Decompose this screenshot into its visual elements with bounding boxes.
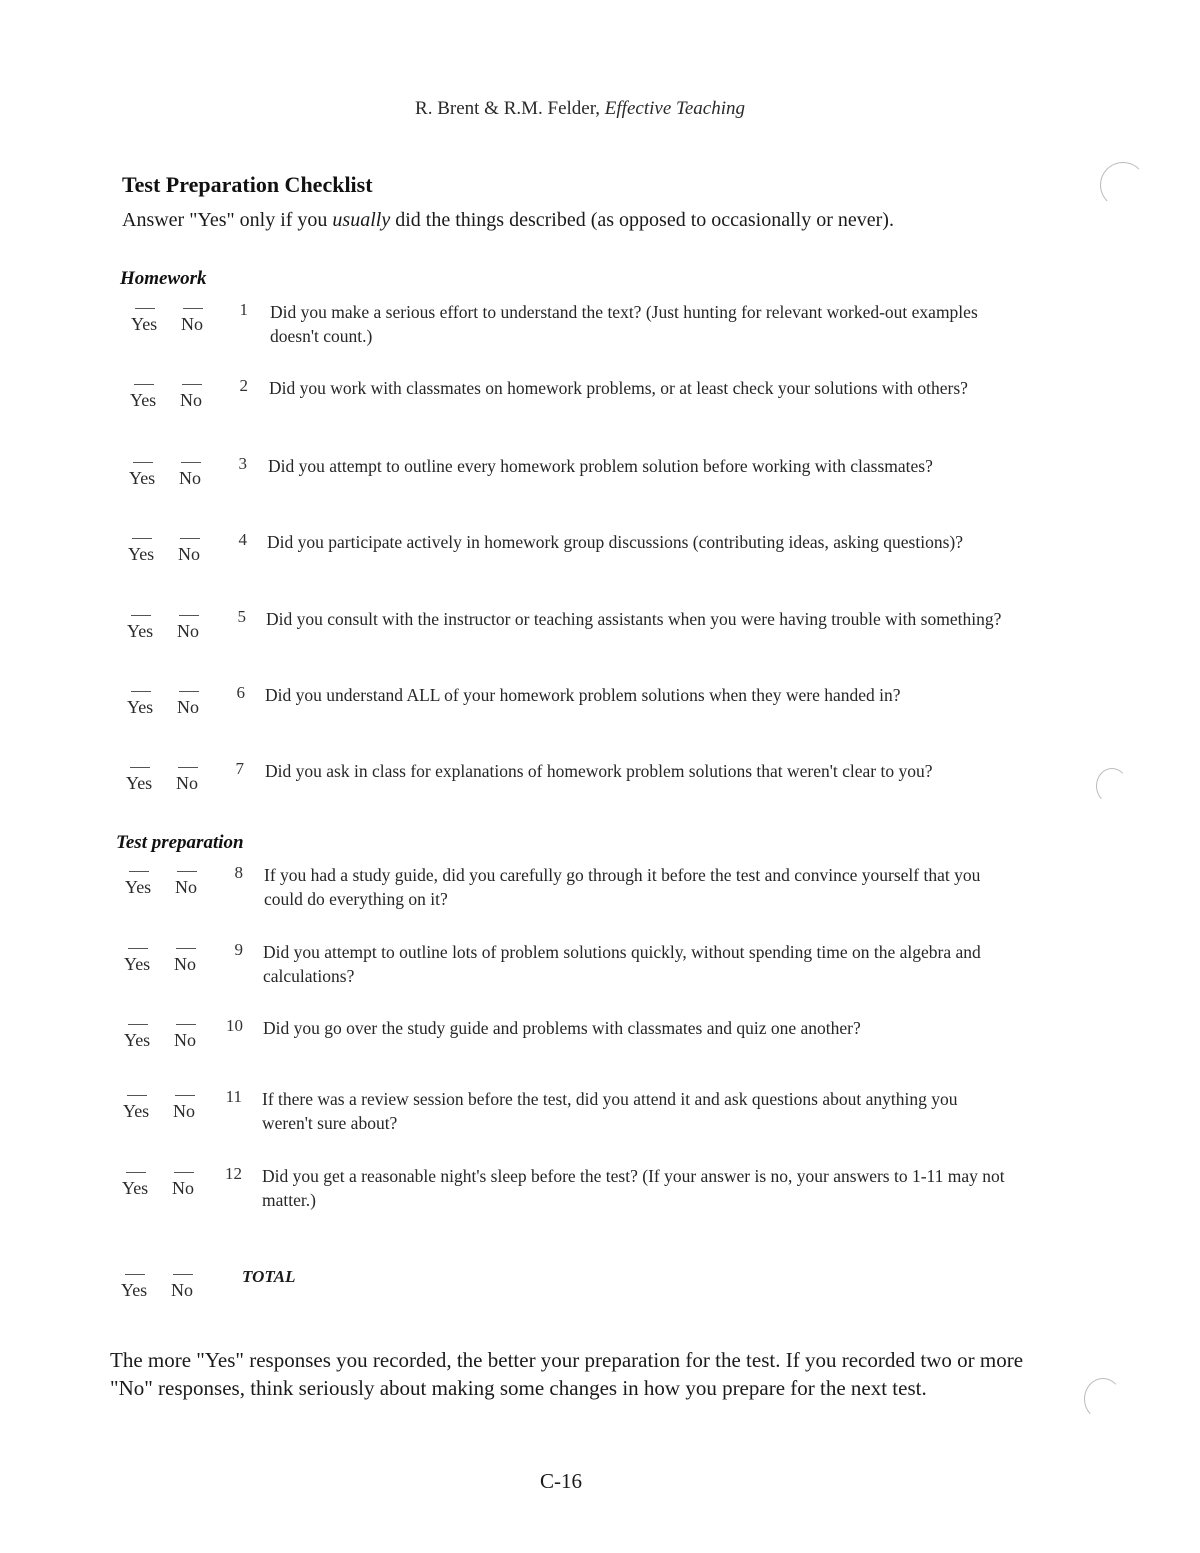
page-title: Test Preparation Checklist [122, 172, 373, 197]
checklist-item [0, 530, 1200, 600]
item-question: Did you work with classmates on homework problems, or at least check your solutions with others? [269, 378, 968, 398]
no-answer-blank[interactable] [177, 871, 197, 872]
item-question: If there was a review session before the test, did you attend it and ask questions about anything you weren't sure about? [262, 1089, 958, 1133]
yes-no-answer [124, 1016, 214, 1056]
yes-answer-blank[interactable] [125, 1274, 145, 1275]
yes-label: Yes [122, 1178, 149, 1198]
checklist-item [0, 1016, 1200, 1086]
yes-answer-blank[interactable] [129, 871, 149, 872]
checklist-item [0, 940, 1200, 1010]
yes-answer-blank[interactable] [132, 538, 152, 539]
item-number: 11 [225, 1087, 242, 1106]
yes-label: Yes [130, 390, 157, 410]
yes-no-answer [129, 454, 219, 494]
header-book-title: Effective Teaching [604, 98, 745, 119]
yes-answer-blank[interactable] [127, 1095, 147, 1096]
item-question: Did you get a reasonable night's sleep before the test? (If your answer is no, your answers to 1-11 may not matter.) [262, 1166, 1005, 1210]
instruction-text [122, 209, 894, 232]
checklist-item [0, 759, 1200, 829]
yes-label: Yes [121, 1280, 148, 1300]
item-question: Did you make a serious effort to understand the text? (Just hunting for relevant worked-out examples doesn't count.) [270, 302, 978, 346]
section-heading-test-preparation: Test preparation [116, 832, 244, 853]
yes-answer-blank[interactable] [134, 384, 154, 385]
yes-answer-blank[interactable] [130, 767, 150, 768]
no-answer-blank[interactable] [181, 462, 201, 463]
yes-answer-blank[interactable] [135, 308, 155, 309]
no-answer-blank[interactable] [175, 1095, 195, 1096]
item-question: If you had a study guide, did you carefully go through it before the test and convince yourself that you could do everything on it? [264, 865, 981, 909]
yes-answer-blank[interactable] [126, 1172, 146, 1173]
no-answer-blank[interactable] [173, 1274, 193, 1275]
no-label: No [181, 314, 203, 334]
item-number: 10 [226, 1016, 243, 1035]
no-label: No [173, 1101, 195, 1121]
item-number: 4 [238, 530, 247, 549]
yes-no-answer [124, 940, 214, 980]
instruction-before: Answer "Yes" only if you [122, 209, 333, 231]
no-label: No [172, 1178, 194, 1198]
no-label: No [174, 1030, 196, 1050]
no-label: No [176, 773, 198, 793]
checklist-item [0, 1087, 1200, 1157]
yes-no-answer [130, 376, 220, 416]
punch-hole-mark [1084, 1378, 1122, 1420]
yes-no-answer [128, 530, 218, 570]
no-label: No [179, 468, 201, 488]
item-number: 1 [239, 300, 248, 319]
yes-answer-blank[interactable] [133, 462, 153, 463]
no-answer-blank[interactable] [179, 615, 199, 616]
yes-answer-blank[interactable] [131, 615, 151, 616]
yes-answer-blank[interactable] [128, 948, 148, 949]
page-number: C-16 [540, 1469, 582, 1493]
no-answer-blank[interactable] [176, 948, 196, 949]
footer-note: The more "Yes" responses you recorded, the better your preparation for the test. If you recorded two or more "No" responses, think seriously about making some changes in how you prepare for the next test. [110, 1348, 1024, 1400]
item-number: 5 [237, 607, 246, 626]
yes-label: Yes [124, 1030, 151, 1050]
yes-answer-blank[interactable] [128, 1024, 148, 1025]
yes-label: Yes [131, 314, 158, 334]
total-row [0, 1266, 1200, 1336]
no-answer-blank[interactable] [183, 308, 203, 309]
no-answer-blank[interactable] [180, 538, 200, 539]
punch-hole-mark [1100, 162, 1146, 208]
no-answer-blank[interactable] [178, 767, 198, 768]
yes-no-answer [122, 1164, 212, 1204]
yes-no-answer [123, 1087, 213, 1127]
yes-answer-blank[interactable] [131, 691, 151, 692]
item-question: Did you understand ALL of your homework problem solutions when they were handed in? [265, 685, 901, 705]
no-label: No [180, 390, 202, 410]
checklist-item [0, 300, 1200, 370]
yes-label: Yes [129, 468, 156, 488]
yes-label: Yes [124, 954, 151, 974]
yes-no-answer [125, 863, 215, 903]
yes-no-answer [127, 607, 217, 647]
yes-no-answer [121, 1266, 211, 1306]
yes-label: Yes [128, 544, 155, 564]
no-answer-blank[interactable] [174, 1172, 194, 1173]
running-header [0, 98, 1160, 120]
no-label: No [177, 697, 199, 717]
total-label: TOTAL [242, 1267, 296, 1286]
item-question: Did you participate actively in homework group discussions (contributing ideas, asking questions)? [267, 532, 963, 552]
yes-label: Yes [127, 621, 154, 641]
item-number: 12 [225, 1164, 242, 1183]
no-label: No [171, 1280, 193, 1300]
checklist-item [0, 683, 1200, 753]
item-number: 9 [234, 940, 243, 959]
yes-label: Yes [127, 697, 154, 717]
yes-label: Yes [126, 773, 153, 793]
no-answer-blank[interactable] [176, 1024, 196, 1025]
checklist-item [0, 863, 1200, 933]
section-heading-homework: Homework [120, 268, 207, 289]
item-question: Did you go over the study guide and problems with classmates and quiz one another? [263, 1018, 861, 1038]
yes-label: Yes [123, 1101, 150, 1121]
item-question: Did you attempt to outline lots of problem solutions quickly, without spending time on the algebra and calculations? [263, 942, 981, 986]
punch-hole-mark [1096, 768, 1128, 804]
instruction-after: did the things described (as opposed to occasionally or never). [390, 209, 894, 231]
item-number: 3 [238, 454, 247, 473]
item-number: 7 [235, 759, 244, 778]
item-number: 8 [234, 863, 243, 882]
item-number: 6 [236, 683, 245, 702]
item-question: Did you ask in class for explanations of homework problem solutions that weren't clear to you? [265, 761, 933, 781]
checklist-item [0, 454, 1200, 524]
no-answer-blank[interactable] [182, 384, 202, 385]
checklist-item [0, 607, 1200, 677]
instruction-emphasis: usually [332, 209, 391, 231]
item-number: 2 [239, 376, 248, 395]
item-question: Did you consult with the instructor or teaching assistants when you were having trouble with something? [266, 609, 1002, 629]
yes-no-answer [127, 683, 217, 723]
checklist-item [0, 1164, 1200, 1234]
no-label: No [178, 544, 200, 564]
no-label: No [177, 621, 199, 641]
yes-no-answer [126, 759, 216, 799]
item-question: Did you attempt to outline every homework problem solution before working with classmates? [268, 456, 933, 476]
no-answer-blank[interactable] [179, 691, 199, 692]
no-label: No [175, 877, 197, 897]
yes-no-answer [131, 300, 221, 340]
yes-label: Yes [125, 877, 152, 897]
no-label: No [174, 954, 196, 974]
header-authors: R. Brent & R.M. Felder, [415, 98, 605, 119]
checklist-item [0, 376, 1200, 446]
